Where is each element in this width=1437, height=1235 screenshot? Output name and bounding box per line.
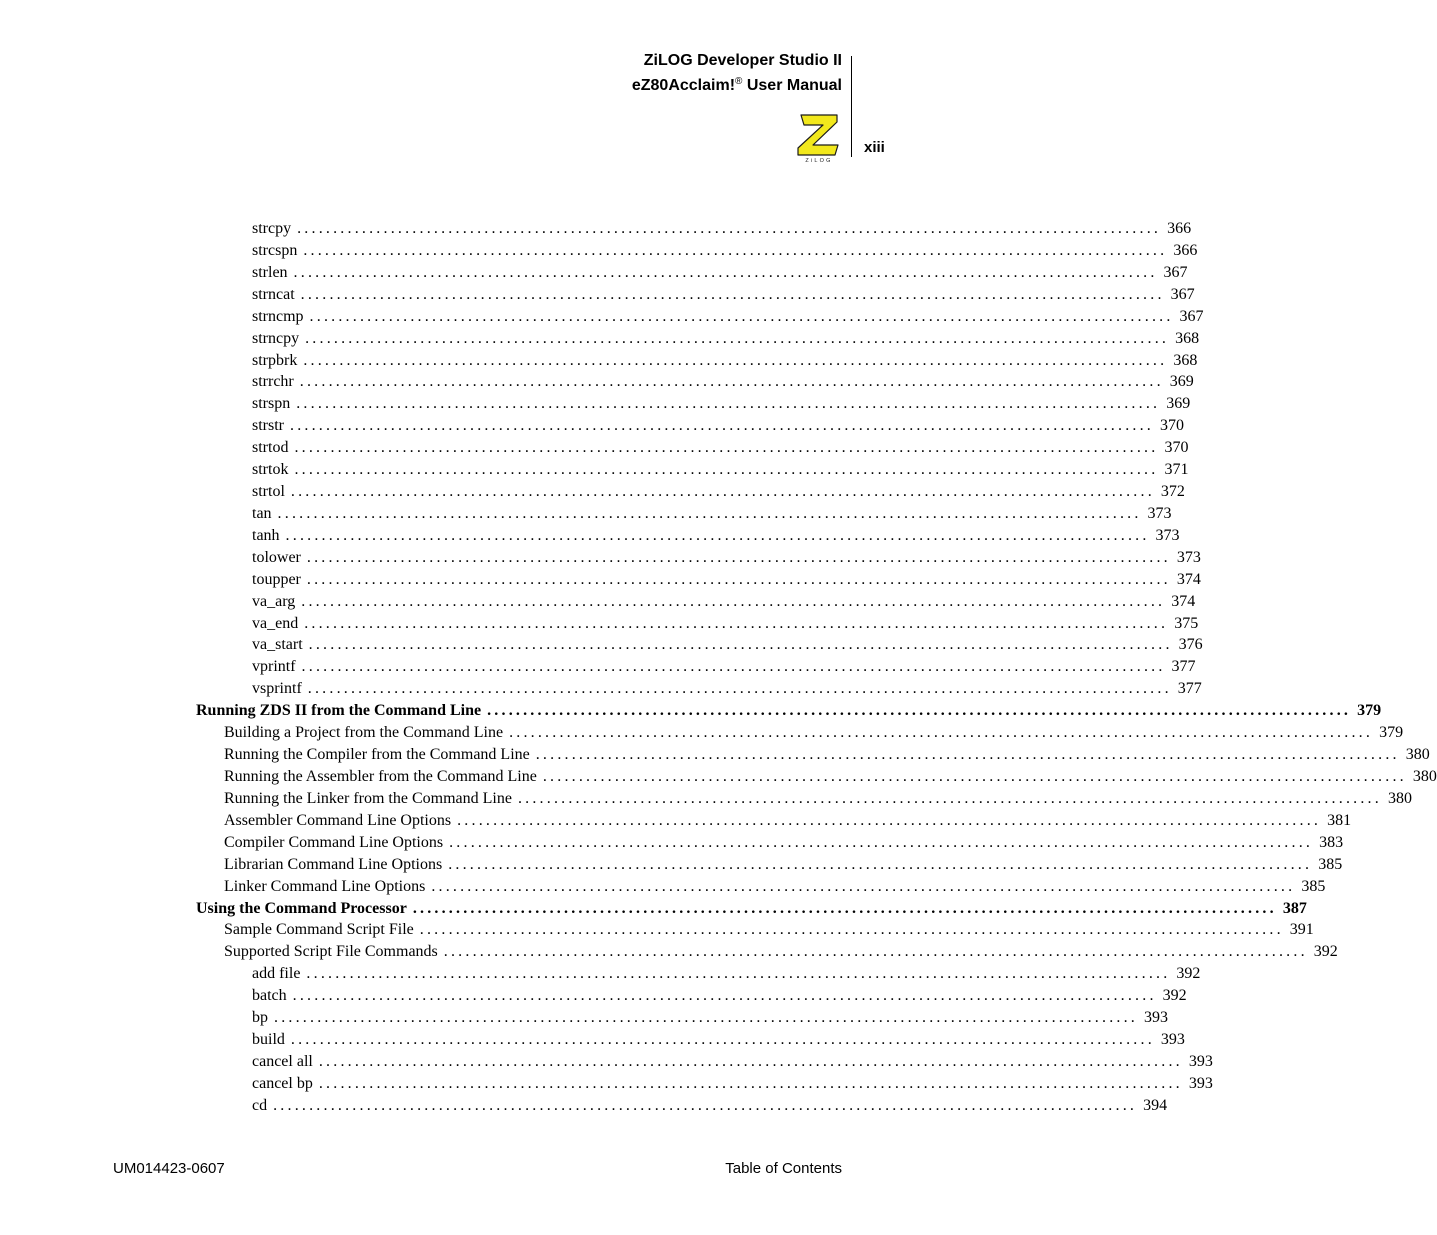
toc-entry[interactable] xyxy=(252,963,1201,985)
toc-entry-page: 377 xyxy=(1171,658,1196,676)
toc-entry-label: strncmp xyxy=(252,307,304,325)
toc-entry[interactable] xyxy=(252,591,1196,613)
toc-dot-leader: ........................................................................................................................ xyxy=(308,636,1173,654)
toc-entry-page: 376 xyxy=(1178,636,1203,654)
toc-entry-label: vprintf xyxy=(252,658,296,676)
toc-dot-leader: ........................................................................................................................ xyxy=(294,461,1159,479)
toc-entry[interactable] xyxy=(252,1051,1213,1073)
toc-dot-leader: ........................................................................................................................ xyxy=(303,241,1168,259)
toc-dot-leader: ........................................................................................................................ xyxy=(300,285,1165,303)
toc-entry-page: 385 xyxy=(1318,855,1343,873)
toc-entry-label: add file xyxy=(252,965,301,983)
toc-entry-page: 387 xyxy=(1282,899,1307,917)
toc-entry[interactable] xyxy=(252,634,1203,656)
toc-entry-label: strlen xyxy=(252,263,288,281)
toc-entry-page: 393 xyxy=(1160,1031,1185,1049)
toc-entry-page: 379 xyxy=(1379,724,1404,742)
toc-entry[interactable] xyxy=(224,722,1404,744)
toc-dot-leader: ........................................................................................................................ xyxy=(542,768,1407,785)
toc-entry[interactable] xyxy=(252,547,1201,569)
page-number: xiii xyxy=(864,139,885,156)
toc-entry[interactable] xyxy=(252,1029,1185,1051)
toc-dot-leader: ........................................................................................................................ xyxy=(449,833,1314,851)
toc-entry-page: 373 xyxy=(1176,548,1201,566)
toc-entry-page: 391 xyxy=(1289,921,1314,939)
toc-entry-page: 371 xyxy=(1164,461,1189,479)
toc-dot-leader: ........................................................................................................................ xyxy=(305,329,1170,347)
toc-entry[interactable] xyxy=(252,218,1192,240)
toc-entry[interactable] xyxy=(252,1095,1168,1117)
toc-dot-leader: ........................................................................................................................ xyxy=(290,417,1154,435)
toc-entry-page: 383 xyxy=(1319,833,1344,851)
toc-entry[interactable] xyxy=(252,437,1189,459)
toc-entry-label: cancel bp xyxy=(252,1074,313,1092)
header-title-line2: eZ80Acclaim!® User Manual xyxy=(631,76,842,94)
toc-dot-leader: ........................................................................................................................ xyxy=(294,439,1159,457)
toc-entry-label: strncpy xyxy=(252,329,300,347)
toc-entry-page: 380 xyxy=(1387,789,1412,807)
toc-entry[interactable] xyxy=(252,415,1184,437)
toc-entry-label: Sample Command Script File xyxy=(224,921,414,939)
toc-entry-label: va_arg xyxy=(252,592,296,610)
toc-entry-page: 381 xyxy=(1327,811,1352,829)
toc-entry-page: 368 xyxy=(1173,351,1198,369)
toc-dot-leader: ........................................................................................................................ xyxy=(318,1052,1183,1070)
toc-dot-leader: ........................................................................................................................ xyxy=(277,504,1142,522)
toc-entry-page: 370 xyxy=(1160,417,1184,435)
toc-dot-leader: ........................................................................................................................ xyxy=(318,1074,1183,1092)
toc-entry[interactable] xyxy=(252,328,1200,350)
toc-dot-leader: ........................................................................................................................ xyxy=(301,658,1166,676)
toc-entry-label: Using the Command Processor xyxy=(196,899,407,917)
toc-dot-leader: ........................................................................................................................ xyxy=(285,526,1150,544)
toc-dot-leader: ........................................................................................................................ xyxy=(304,614,1169,632)
toc-entry-label: cd xyxy=(252,1096,268,1114)
toc-dot-leader: ........................................................................................................................ xyxy=(307,680,1172,698)
toc-entry-page: 370 xyxy=(1164,439,1189,457)
toc-dot-leader: ........................................................................................................................ xyxy=(301,592,1166,610)
zilog-logo-icon xyxy=(795,111,843,163)
toc-dot-leader: ........................................................................................................................ xyxy=(303,351,1168,369)
toc-entry[interactable] xyxy=(252,306,1204,328)
toc-dot-leader: ........................................................................................................................ xyxy=(290,1031,1155,1049)
toc-entry-label: Running ZDS II from the Command Line xyxy=(196,702,482,720)
toc-dot-leader: ........................................................................................................................ xyxy=(273,1096,1138,1114)
toc-dot-leader: ........................................................................................................................ xyxy=(535,746,1400,764)
toc-entry[interactable] xyxy=(224,766,1437,788)
toc-entry[interactable] xyxy=(252,459,1189,481)
toc-entry-label: build xyxy=(252,1031,285,1049)
toc-dot-leader: ........................................................................................................................ xyxy=(517,789,1382,807)
toc-entry[interactable] xyxy=(252,656,1196,678)
toc-entry-page: 380 xyxy=(1412,768,1437,785)
toc-entry[interactable] xyxy=(224,854,1343,876)
toc-dot-leader: ........................................................................................................................ xyxy=(306,548,1171,566)
toc-dot-leader: ........................................................................................................................ xyxy=(448,855,1313,873)
toc-entry[interactable] xyxy=(252,481,1185,503)
toc-entry[interactable] xyxy=(252,678,1202,700)
toc-entry-page: 379 xyxy=(1357,702,1382,720)
svg-text:ZiLOG: ZiLOG xyxy=(805,158,833,164)
toc-entry[interactable] xyxy=(252,371,1194,393)
toc-entry-label: cancel all xyxy=(252,1052,313,1070)
toc-entry-label: strtod xyxy=(252,439,289,457)
header-title-line1: ZiLOG Developer Studio II xyxy=(643,52,842,69)
toc-entry-label: Linker Command Line Options xyxy=(224,877,426,895)
toc-entry-page: 385 xyxy=(1301,877,1326,895)
registered-mark: ® xyxy=(735,76,743,87)
toc-entry-label: bp xyxy=(252,1009,268,1027)
toc-entry-label: strtol xyxy=(252,483,285,501)
toc-entry-label: Supported Script File Commands xyxy=(224,943,438,961)
toc-entry-label: tan xyxy=(252,504,272,522)
toc-dot-leader: ........................................................................................................................ xyxy=(306,570,1171,588)
toc-entry-page: 367 xyxy=(1170,285,1195,303)
toc-entry-page: 367 xyxy=(1163,263,1188,281)
toc-dot-leader: ........................................................................................................................ xyxy=(419,921,1284,939)
toc-entry-page: 392 xyxy=(1162,987,1187,1005)
toc-dot-leader: ........................................................................................................................ xyxy=(274,1009,1138,1027)
toc-entry-page: 369 xyxy=(1166,395,1191,413)
toc-entry-label: toupper xyxy=(252,570,301,588)
toc-entry[interactable] xyxy=(252,393,1191,415)
toc-entry-page: 393 xyxy=(1188,1052,1213,1070)
footer-doc-id: UM014423-0607 xyxy=(113,1160,225,1177)
toc-entry-label: strpbrk xyxy=(252,351,298,369)
toc-entry[interactable] xyxy=(224,832,1344,854)
toc-entry-label: Running the Assembler from the Command Line xyxy=(224,768,537,785)
toc-entry-label: Building a Project from the Command Line xyxy=(224,724,504,742)
toc-entry-label: Running the Compiler from the Command Line xyxy=(224,746,530,764)
toc-entry[interactable] xyxy=(252,284,1195,306)
toc-entry[interactable] xyxy=(224,744,1430,766)
toc-entry-page: 393 xyxy=(1188,1074,1213,1092)
toc-entry[interactable] xyxy=(252,240,1198,262)
toc-entry-label: Compiler Command Line Options xyxy=(224,833,444,851)
toc-entry[interactable] xyxy=(224,941,1338,963)
footer-section: Table of Contents xyxy=(725,1160,842,1177)
toc-entry-label: Running the Linker from the Command Line xyxy=(224,789,512,807)
toc-entry-label: strspn xyxy=(252,395,291,413)
toc-dot-leader: ........................................................................................................................ xyxy=(309,307,1174,325)
toc-entry[interactable] xyxy=(252,1007,1168,1029)
toc-dot-leader: ........................................................................................................................ xyxy=(297,220,1162,237)
toc-entry-label: strstr xyxy=(252,417,284,435)
toc-dot-leader: ........................................................................................................................ xyxy=(293,263,1158,281)
toc-entry-page: 374 xyxy=(1171,592,1196,610)
toc-entry-label: strncat xyxy=(252,285,295,303)
toc-dot-leader: ........................................................................................................................ xyxy=(290,483,1155,501)
toc-entry[interactable] xyxy=(224,876,1326,898)
toc-entry[interactable] xyxy=(252,1073,1213,1095)
toc-entry-label: va_end xyxy=(252,614,299,632)
toc-entry-page: 366 xyxy=(1167,220,1192,237)
toc-dot-leader: ........................................................................................................................ xyxy=(412,899,1277,917)
toc-dot-leader: ........................................................................................................................ xyxy=(443,943,1308,961)
toc-entry-label: tanh xyxy=(252,526,280,544)
toc-entry[interactable] xyxy=(224,919,1314,941)
toc-dot-leader: ........................................................................................................................ xyxy=(292,987,1157,1005)
toc-entry[interactable] xyxy=(252,985,1187,1007)
toc-entry-page: 374 xyxy=(1176,570,1201,588)
toc-entry[interactable] xyxy=(196,898,1307,920)
toc-entry-label: tolower xyxy=(252,548,301,566)
toc-entry-page: 393 xyxy=(1144,1009,1168,1027)
toc-dot-leader: ........................................................................................................................ xyxy=(431,877,1296,895)
toc-entry-label: strcpy xyxy=(252,220,292,237)
toc-entry-page: 373 xyxy=(1147,504,1172,522)
toc-entry-label: batch xyxy=(252,987,287,1005)
toc-entry-label: strrchr xyxy=(252,373,294,391)
toc-entry-page: 377 xyxy=(1177,680,1202,698)
toc-entry[interactable] xyxy=(252,613,1199,635)
toc-entry[interactable] xyxy=(196,700,1382,722)
toc-dot-leader: ........................................................................................................................ xyxy=(457,811,1322,829)
toc-entry-page: 369 xyxy=(1169,373,1194,391)
header-divider xyxy=(851,56,852,157)
toc-entry-label: strcspn xyxy=(252,241,298,259)
toc-entry-page: 367 xyxy=(1179,307,1204,325)
toc-entry[interactable] xyxy=(252,262,1188,284)
toc-dot-leader: ........................................................................................................................ xyxy=(487,702,1352,720)
toc-entry-page: 368 xyxy=(1175,329,1200,347)
toc-entry-page: 372 xyxy=(1160,483,1185,501)
toc-dot-leader: ........................................................................................................................ xyxy=(306,965,1171,983)
toc-entry-label: vsprintf xyxy=(252,680,302,698)
toc-entry[interactable] xyxy=(252,525,1180,547)
toc-entry-label: va_start xyxy=(252,636,303,654)
toc-entry-label: Assembler Command Line Options xyxy=(224,811,452,829)
toc-entry-label: strtok xyxy=(252,461,289,479)
toc-dot-leader: ........................................................................................................................ xyxy=(296,395,1161,413)
toc-entry-page: 392 xyxy=(1313,943,1338,961)
toc-entry-page: 392 xyxy=(1176,965,1201,983)
toc-entry-page: 373 xyxy=(1155,526,1180,544)
toc-dot-leader: ........................................................................................................................ xyxy=(299,373,1164,391)
toc-entry-page: 375 xyxy=(1174,614,1199,632)
toc-entry-page: 394 xyxy=(1143,1096,1168,1114)
toc-entry[interactable] xyxy=(252,569,1201,591)
toc-entry-page: 366 xyxy=(1173,241,1198,259)
toc-entry-label: Librarian Command Line Options xyxy=(224,855,443,873)
toc-entry[interactable] xyxy=(252,503,1172,525)
toc-entry[interactable] xyxy=(224,810,1352,832)
toc-entry[interactable] xyxy=(224,788,1412,810)
toc-entry-page: 380 xyxy=(1405,746,1430,764)
toc-dot-leader: ........................................................................................................................ xyxy=(509,724,1374,742)
toc-entry[interactable] xyxy=(252,350,1198,372)
